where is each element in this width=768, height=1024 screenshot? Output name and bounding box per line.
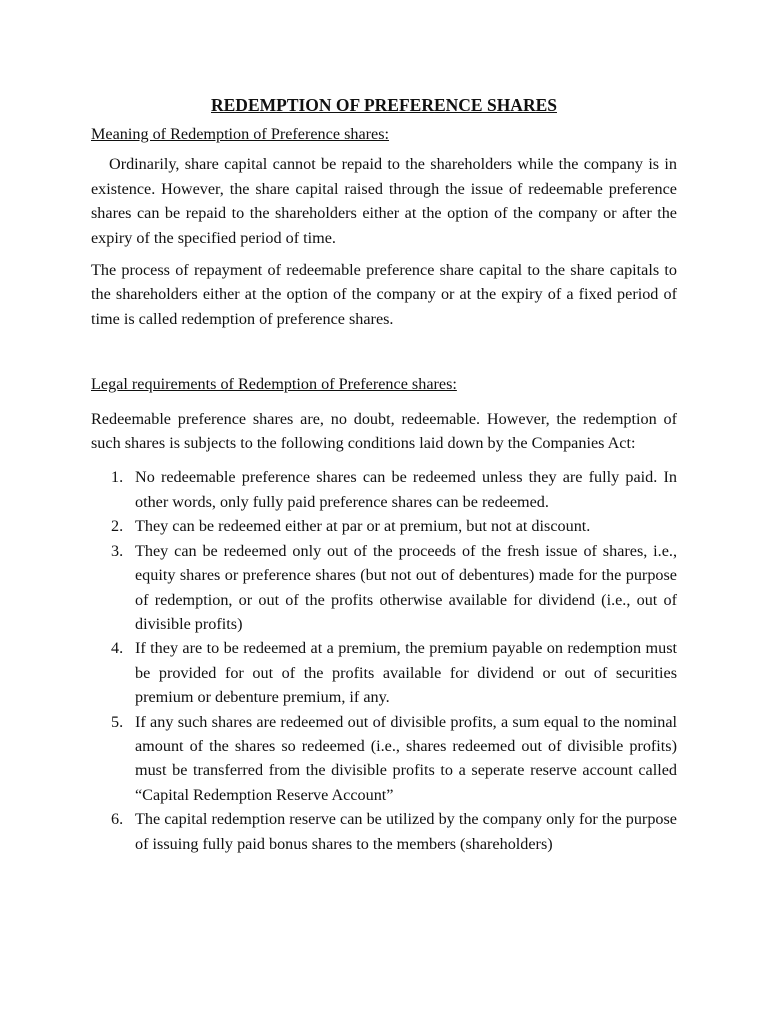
document-page xyxy=(91,93,677,856)
section-heading-meaning: Meaning of Redemption of Preference shares: xyxy=(91,125,390,143)
list-item-number: 2. xyxy=(111,517,124,536)
conditions-list xyxy=(91,465,677,856)
list-item-number: 3. xyxy=(111,541,124,560)
legal-intro-paragraph: Redeemable preference shares are, no doubt, redeemable. However, the redemption of such shares is subjects to the following conditions laid down by the Companies Act: xyxy=(91,409,677,453)
list-item xyxy=(91,514,677,538)
list-item xyxy=(91,465,677,514)
meaning-paragraph-2: The process of repayment of redeemable preference share capital to the share capitals to the shareholders either at the option of the company or at the expiry of a fixed period of time is called redemption of preference shares. xyxy=(91,261,677,328)
list-item-number: 6. xyxy=(111,810,124,829)
list-item-text: They can be redeemed either at par or at premium, but not at discount. xyxy=(135,517,591,536)
list-item xyxy=(91,710,677,808)
list-item xyxy=(91,636,677,709)
list-item-number: 4. xyxy=(111,639,124,658)
list-item xyxy=(91,807,677,856)
list-item xyxy=(91,539,677,637)
list-item-text: If they are to be redeemed at a premium, the premium payable on redemption must be provided for out of the profits available for dividend or out of securities premium or debenture premium, if any. xyxy=(135,639,677,707)
list-item-number: 1. xyxy=(111,468,124,487)
list-item-number: 5. xyxy=(111,712,124,731)
page-title: REDEMPTION OF PREFERENCE SHARES xyxy=(211,95,557,115)
list-item-text: The capital redemption reserve can be utilized by the company only for the purpose of issuing fully paid bonus shares to the members (shareholders) xyxy=(135,810,677,853)
list-item-text: They can be redeemed only out of the proceeds of the fresh issue of shares, i.e., equity shares or preference shares (but not out of debentures) made for the purpose of redemption, or out of the profits otherwise available for dividend (i.e., out of divisible profits) xyxy=(135,541,677,633)
list-item-text: If any such shares are redeemed out of divisible profits, a sum equal to the nominal amount of the shares so redeemed (i.e., shares redeemed out of divisible profits) must be transferred from the divisible profits to a seperate reserve account called “Capital Redemption Reserve Account” xyxy=(135,712,677,804)
meaning-paragraph-1: Ordinarily, share capital cannot be repaid to the shareholders while the company is in existence. However, the share capital raised through the issue of redeemable preference shares can be repaid to the shareholders either at the option of the company or after the expiry of the specified period of time. xyxy=(91,155,677,247)
list-item-text: No redeemable preference shares can be redeemed unless they are fully paid. In other words, only fully paid preference shares can be redeemed. xyxy=(135,468,677,511)
section-heading-legal: Legal requirements of Redemption of Preference shares: xyxy=(91,375,457,394)
